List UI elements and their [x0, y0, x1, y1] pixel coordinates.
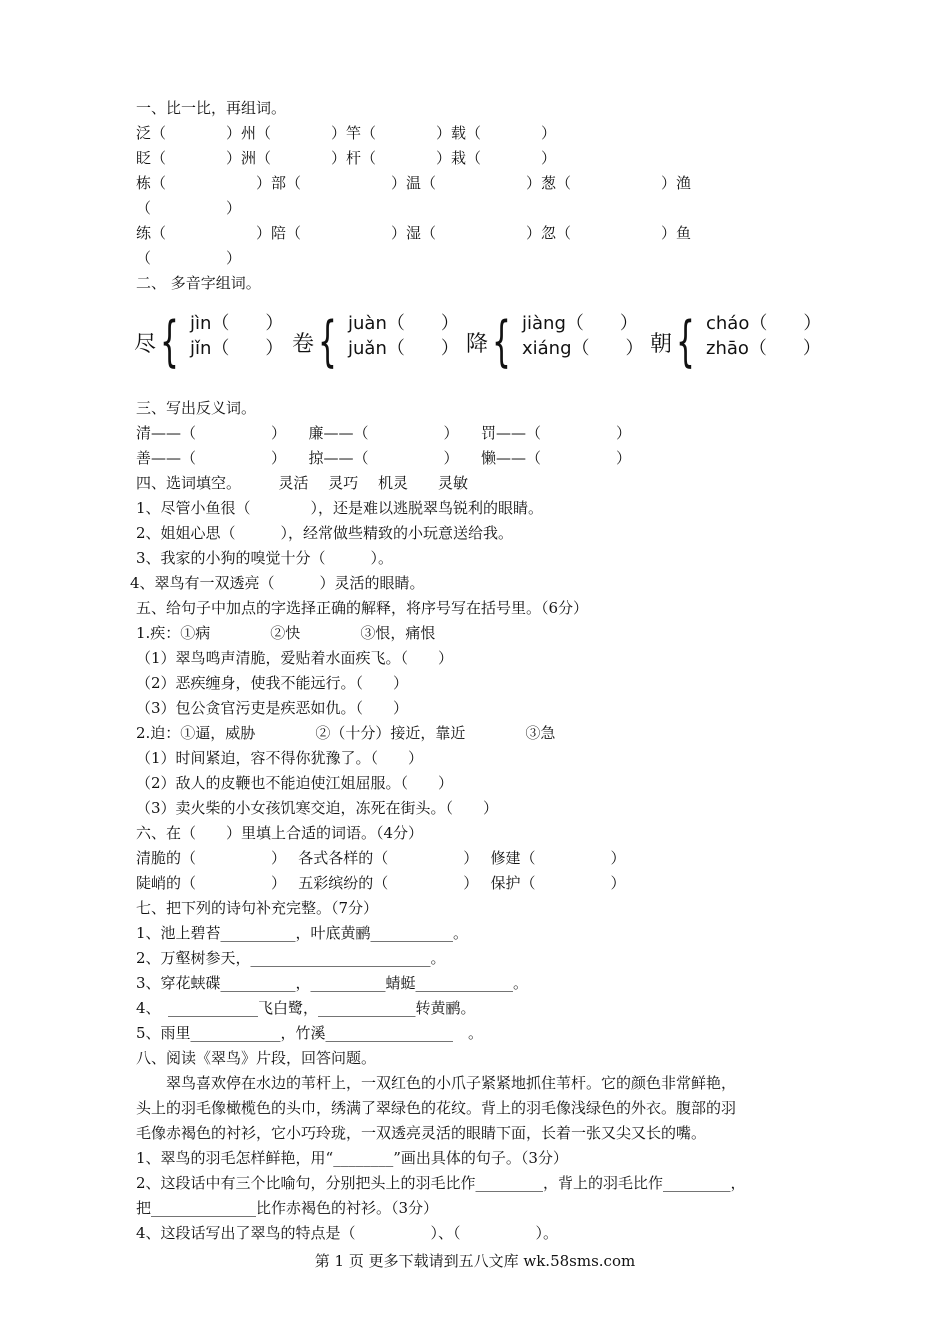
- section-3-title: 三、写出反义词。: [136, 399, 257, 417]
- pinyin-top: cháo（ ）: [706, 313, 822, 334]
- text-line: 陡峭的（ ） 五彩缤纷的（ ） 保护（ ）: [136, 874, 626, 892]
- text-line: 1、翠鸟的羽毛怎样鲜艳，用“________”画出具体的句子。（3分）: [136, 1149, 568, 1167]
- passage-line: 翠鸟喜欢停在水边的苇杆上，一双红色的小爪子紧紧地抓住苇杆。它的颜色非常鲜艳，: [136, 1074, 737, 1092]
- text-line: 把______________比作赤褐色的衬衫。（3分）: [136, 1199, 439, 1217]
- pinyin-bottom: jǐn（ ）: [190, 338, 284, 359]
- text-line: （2）恶疾缠身，使我不能远行。（ ）: [136, 674, 409, 692]
- text-line: 3、我家的小狗的嗅觉十分（ ）。: [136, 549, 394, 567]
- left-brace-icon: {: [160, 310, 179, 373]
- section-1-title: 一、比一比，再组词。: [136, 99, 287, 117]
- section-8-title: 八、阅读《翠鸟》片段，回答问题。: [136, 1049, 377, 1067]
- polyphone-char: 朝: [650, 332, 673, 357]
- left-brace-icon: {: [676, 310, 695, 373]
- left-brace-icon: {: [492, 310, 511, 373]
- text-line: 练（ ）陪（ ）湿（ ）忽（ ）鱼: [136, 224, 692, 242]
- text-line: 泛（ ）州（ ）竿（ ）载（ ）: [136, 124, 557, 142]
- text-line: 1.疾：①病 ②快 ③恨，痛恨: [136, 624, 436, 642]
- text-line: （2）敌人的皮鞭也不能迫使江姐屈服。（ ）: [136, 774, 454, 792]
- section-6-title: 六、在（ ）里填上合适的词语。（4分）: [136, 824, 424, 842]
- text-line: 3、穿花蛱碟__________，__________蜻蜓_____________。: [136, 974, 529, 992]
- text-line: （ ）: [136, 199, 242, 217]
- text-line: （3）卖火柴的小女孩饥寒交迫，冻死在街头。（ ）: [136, 799, 499, 817]
- text-line: （3）包公贪官污吏是疾恶如仇。（ ）: [136, 699, 409, 717]
- text-line: 2、姐姐心思（ ），经常做些精致的小玩意送给我。: [136, 524, 514, 542]
- page-footer: 第 1 页 更多下载请到五八文库 wk.58sms.com: [314, 1252, 636, 1270]
- text-line: （1）时间紧迫，容不得你犹豫了。（ ）: [136, 749, 424, 767]
- text-line: 清——（ ） 廉——（ ） 罚——（ ）: [136, 424, 632, 442]
- polyphone-char: 降: [466, 332, 489, 357]
- text-line: 4、翠鸟有一双透亮（ ）灵活的眼睛。: [130, 574, 425, 592]
- section-2-title: 二、 多音字组词。: [136, 274, 261, 292]
- polyphone-char: 卷: [292, 332, 315, 357]
- text-line: 4、这段话写出了翠鸟的特点是（ ）、（ ）。: [136, 1224, 559, 1242]
- text-line: 善——（ ） 掠——（ ） 懒——（ ）: [136, 449, 632, 467]
- pinyin-top: jìn（ ）: [190, 313, 284, 334]
- text-line: （ ）: [136, 249, 242, 267]
- section-7-title: 七、把下列的诗句补充完整。（7分）: [136, 899, 379, 917]
- left-brace-icon: {: [318, 310, 337, 373]
- text-line: 2、万壑树参天，________________________。: [136, 949, 446, 967]
- passage-line: 毛像赤褐色的衬衫，它小巧玲珑，一双透亮灵活的眼睛下面，长着一张又尖又长的嘴。: [136, 1124, 707, 1142]
- text-line: 2、这段话中有三个比喻句，分别把头上的羽毛比作_________，背上的羽毛比作_________，: [136, 1174, 746, 1192]
- polyphone-char: 尽: [134, 332, 157, 357]
- text-line: 4、 ____________飞白鹭，_____________转黄鹂。: [136, 999, 476, 1017]
- pinyin-top: juàn（ ）: [348, 313, 459, 334]
- text-line: 眨（ ）洲（ ）杆（ ）栽（ ）: [136, 149, 557, 167]
- text-line: 1、尽管小鱼很（ ），还是难以逃脱翠鸟锐利的眼睛。: [136, 499, 544, 517]
- pinyin-bottom: xiáng（ ）: [522, 338, 644, 359]
- text-line: 清脆的（ ） 各式各样的（ ） 修建（ ）: [136, 849, 626, 867]
- section-4-title: 四、选词填空。 灵活 灵巧 机灵 灵敏: [136, 474, 469, 492]
- text-line: （1）翠鸟鸣声清脆，爱贴着水面疾飞。（ ）: [136, 649, 454, 667]
- passage-line: 头上的羽毛像橄榄色的头巾，绣满了翠绿色的花纹。背上的羽毛像浅绿色的外衣。腹部的羽: [136, 1099, 737, 1117]
- pinyin-top: jiàng（ ）: [522, 313, 638, 334]
- text-line: 栋（ ）部（ ）温（ ）葱（ ）渔: [136, 174, 692, 192]
- section-5-title: 五、给句子中加点的字选择正确的解释，将序号写在括号里。（6分）: [136, 599, 589, 617]
- text-line: 5、雨里____________，竹溪_________________ 。: [136, 1024, 484, 1042]
- text-line: 2.迫：①逼，威胁 ②（十分）接近，靠近 ③急: [136, 724, 556, 742]
- pinyin-bottom: zhāo（ ）: [706, 338, 821, 359]
- text-line: 1、池上碧苔__________，叶底黄鹂___________。: [136, 924, 469, 942]
- pinyin-bottom: juǎn（ ）: [348, 338, 459, 359]
